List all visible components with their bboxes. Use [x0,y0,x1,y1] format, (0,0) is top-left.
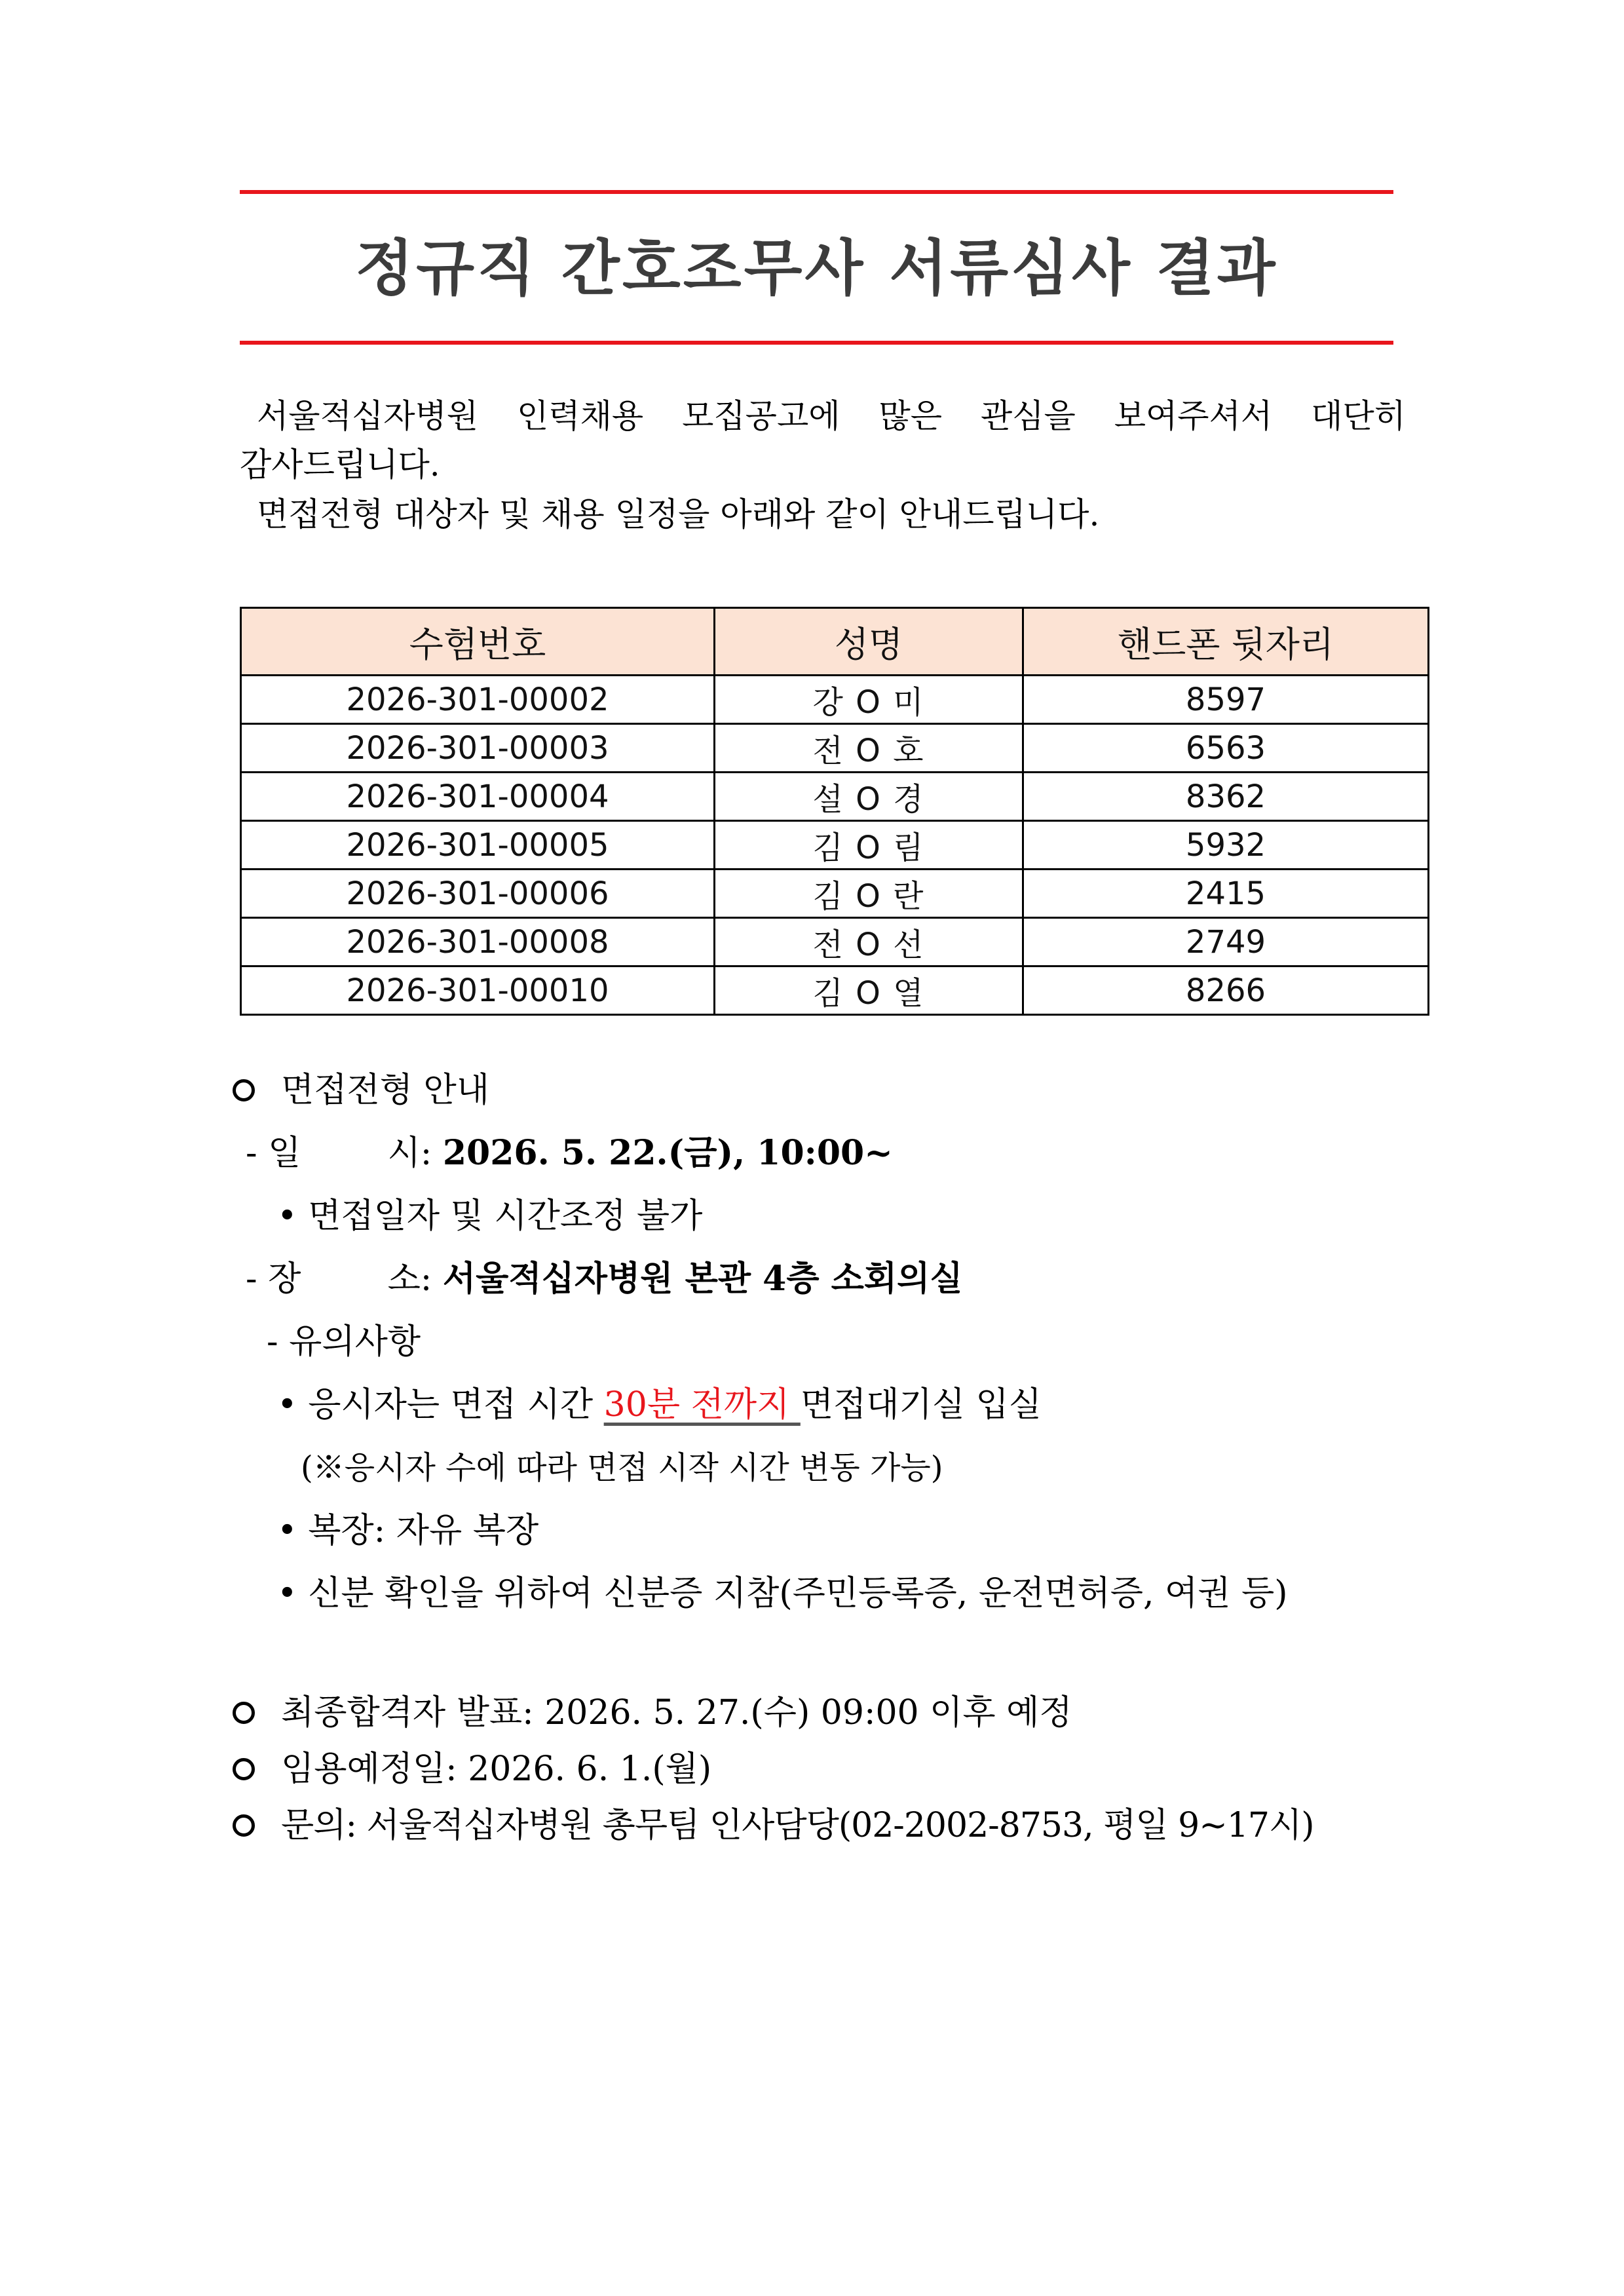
interview-section [233,1059,1288,1625]
exam-number-cell: 2026-301-00002 [241,676,715,724]
phone-digits-cell: 2415 [1023,870,1429,918]
intro-word: 대단히 [1311,397,1406,435]
table-row [241,918,1429,966]
phone-digits-cell: 8597 [1023,676,1429,724]
date-note: • 면접일자 및 시간조정 불가 [277,1196,703,1236]
circle-bullet-icon [233,1814,255,1837]
intro-paragraph [240,392,1406,539]
intro-word: 서울적십자병원 [257,397,479,435]
note-arrival: • 응시자는 면접 시간 30분 전까지 면접대기실 입실 [233,1373,1288,1436]
name-cell: 김 O 림 [715,821,1023,870]
table-row [241,773,1429,821]
phone-digits-cell: 6563 [1023,724,1429,773]
phone-digits-cell: 5932 [1023,821,1429,870]
circle-bullet-icon [233,1758,255,1780]
note-id-required: • 신분 확인을 위하여 신분증 지참(주민등록증, 운전면허증, 여권 등) [277,1574,1288,1613]
phone-digits-cell: 8266 [1023,966,1429,1015]
note-arrival-sub: (※응시자 수에 따라 면접 시작 시간 변동 가능) [301,1449,943,1486]
appointment-date: 임용예정일: 2026. 6. 1.(월) [233,1738,1313,1801]
intro-word: 많은 [878,397,943,435]
name-cell: 강 O 미 [715,676,1023,724]
name-cell: 설 O 경 [715,773,1023,821]
table-row [241,676,1429,724]
table-row [241,870,1429,918]
title-bottom-rule [240,341,1393,345]
exam-number-cell: 2026-301-00003 [241,724,715,773]
intro-line-1 [240,392,1406,440]
interview-place-line [233,1248,1288,1311]
table-row [241,724,1429,773]
exam-number-cell: 2026-301-00008 [241,918,715,966]
name-cell: 김 O 란 [715,870,1023,918]
header-name: 성명 [715,608,1023,676]
exam-number-cell: 2026-301-00005 [241,821,715,870]
table-header-row [241,608,1429,676]
interview-heading: 면접전형 안내 [233,1059,1288,1122]
exam-number-cell: 2026-301-00010 [241,966,715,1015]
phone-digits-cell: 2749 [1023,918,1429,966]
page-title: 정규직 간호조무사 서류심사 결과 [355,233,1278,303]
intro-line-2: 감사드립니다. [240,446,440,484]
place-value: 서울적십자병원 본관 4층 소회의실 [442,1259,963,1299]
header-exam-number: 수험번호 [241,608,715,676]
date-value: 2026. 5. 22.(금), 10:00~ [442,1133,893,1173]
exam-number-cell: 2026-301-00004 [241,773,715,821]
intro-word: 관심을 [980,397,1076,435]
header-phone-last-digits: 핸드폰 뒷자리 [1023,608,1429,676]
table-row [241,821,1429,870]
notes-heading: - 유의사항 [267,1322,421,1362]
name-cell: 전 O 호 [715,724,1023,773]
date-label: - 일 시: [246,1134,432,1173]
final-announcement: 최종합격자 발표: 2026. 5. 27.(수) 09:00 이후 예정 [233,1681,1313,1744]
intro-word: 모집공고에 [682,397,840,435]
exam-number-cell: 2026-301-00006 [241,870,715,918]
interview-date-line [233,1122,1288,1185]
table-row [241,966,1429,1015]
phone-digits-cell: 8362 [1023,773,1429,821]
name-cell: 전 O 선 [715,918,1023,966]
arrival-deadline-highlight: 30분 전까지 [603,1385,801,1425]
title-top-rule [240,190,1393,194]
name-cell: 김 O 열 [715,966,1023,1015]
place-label: - 장 소: [246,1259,432,1299]
intro-line-3: 면접전형 대상자 및 채용 일정을 아래와 같이 안내드립니다. [257,495,1100,533]
final-section [233,1681,1313,1857]
circle-bullet-icon [233,1079,255,1101]
intro-word: 인력채용 [516,397,644,435]
candidate-table [240,607,1429,1016]
intro-word: 보여주셔서 [1114,397,1273,435]
note-dress-code: • 복장: 자유 복장 [277,1511,539,1550]
circle-bullet-icon [233,1702,255,1724]
contact-info: 문의: 서울적십자병원 총무팀 인사담당(02-2002-8753, 평일 9~17시) [233,1794,1313,1857]
